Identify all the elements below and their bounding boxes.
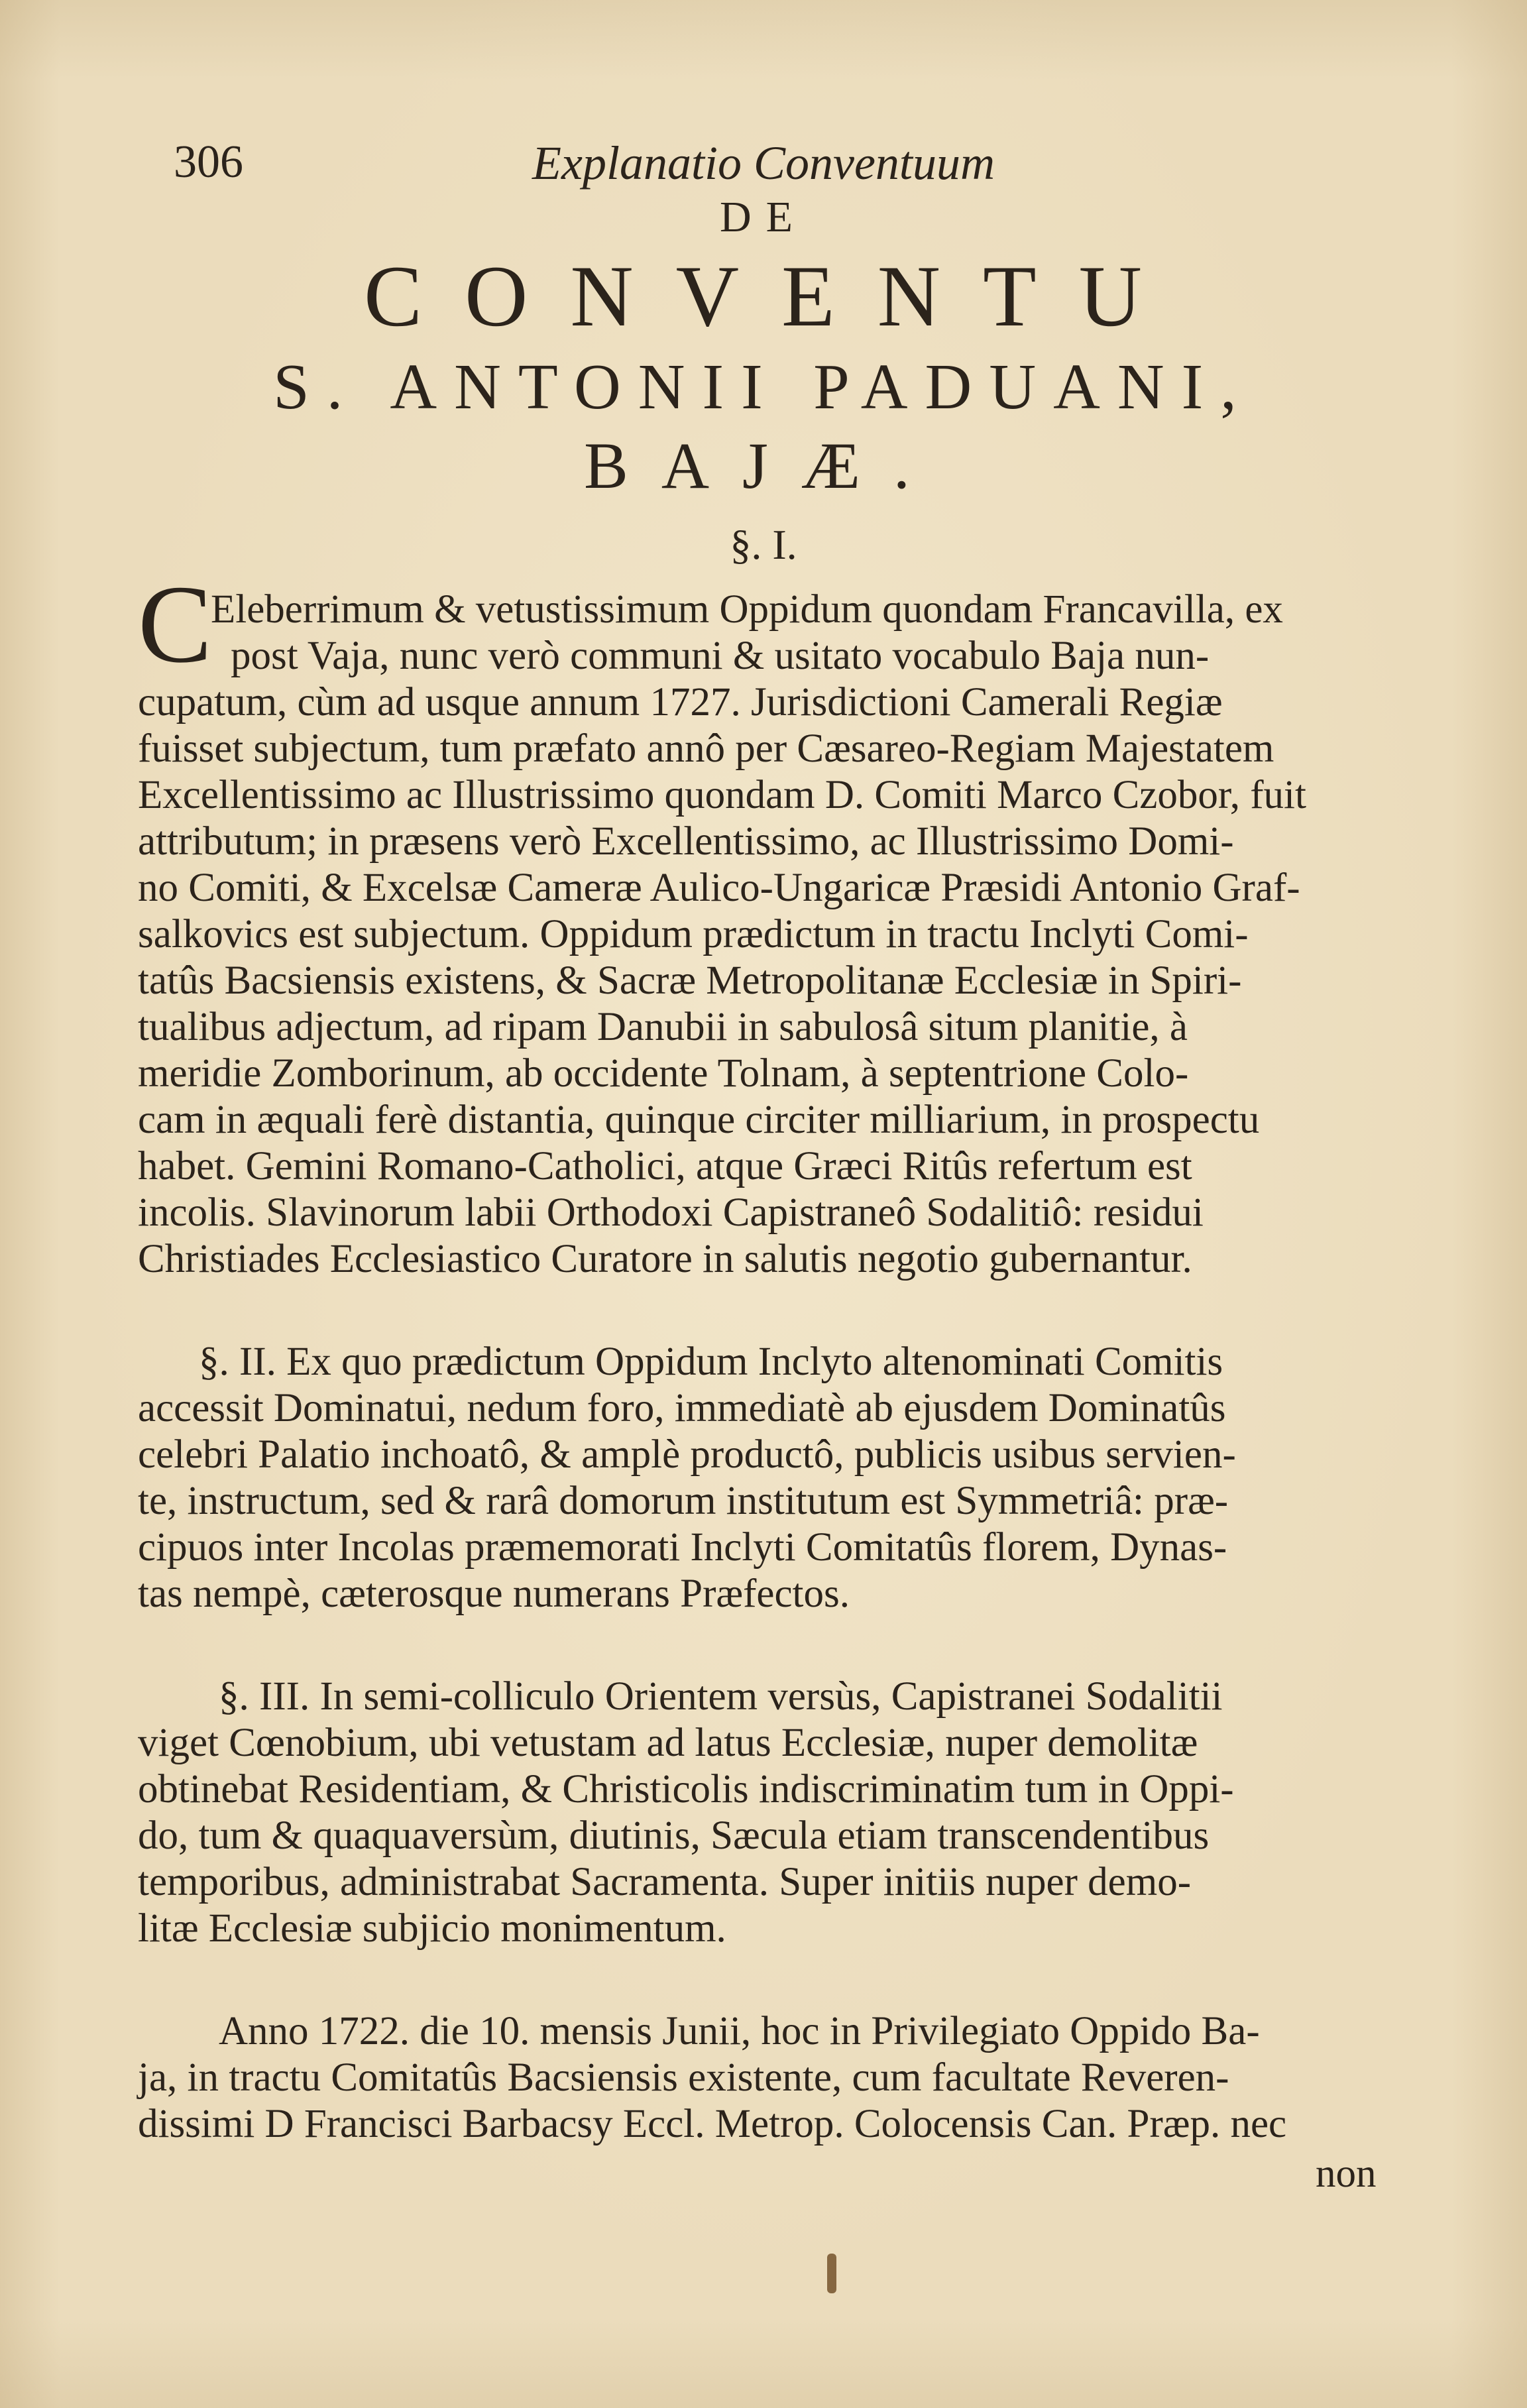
section-3-line: temporibus, administrabat Sacramenta. Super initiis nuper demo-	[138, 1860, 1192, 1904]
section-2-line: celebri Palatio inchoatô, & amplè productô, publicis usibus servien-	[138, 1432, 1236, 1477]
section-1-line: salkovics est subjectum. Oppidum prædictum in tractu Inclyti Comi-	[138, 912, 1249, 956]
section-4-line: dissimi D Francisci Barbacsy Eccl. Metrop. Colocensis Can. Præp. nec	[138, 2102, 1287, 2146]
page-number: 306	[174, 137, 243, 188]
heading-antonii-paduani: S. ANTONII PADUANI,	[273, 351, 1254, 423]
section-1-mark: §. I.	[730, 521, 797, 568]
section-1-line: Christiades Ecclesiastico Curatore in salutis negotio gubernantur.	[138, 1237, 1192, 1281]
heading-de: DE	[720, 193, 807, 241]
section-1-line: Excellentissimo ac Illustrissimo quondam D. Comiti Marco Czobor, fuit	[138, 773, 1306, 817]
section-2-line: te, instructum, sed & rarâ domorum institutum est Symmetriâ: præ-	[138, 1479, 1229, 1523]
section-1-line: Eleberrimum & vetustissimum Oppidum quondam Francavilla, ex	[211, 587, 1283, 632]
running-head: Explanatio Conventuum	[532, 137, 995, 190]
section-2-line: §. II. Ex quo prædictum Oppidum Inclyto altenominati Comitis	[199, 1340, 1223, 1384]
section-3-line: viget Cœnobium, ubi vetustam ad latus Ecclesiæ, nuper demolitæ	[138, 1721, 1198, 1765]
ink-mark	[827, 2254, 836, 2293]
heading-conventu: CONVENTU	[364, 247, 1184, 345]
section-1-line: attributum; in præsens verò Excellentissimo, ac Illustrissimo Domi-	[138, 819, 1234, 864]
section-1-line: tualibus adjectum, ad ripam Danubii in sabulosâ situm planitie, à	[138, 1005, 1188, 1049]
section-2-line: cipuos inter Incolas præmemorati Inclyti Comitatûs florem, Dynas-	[138, 1525, 1227, 1570]
drop-cap: C	[138, 563, 213, 686]
heading-bajae: BAJÆ.	[584, 429, 943, 502]
section-1-line: no Comiti, & Excelsæ Cameræ Aulico-Ungaricæ Præsidi Antonio Graf-	[138, 866, 1300, 910]
section-3-line: obtinebat Residentiam, & Christicolis indiscriminatim tum in Oppi-	[138, 1767, 1234, 1811]
section-1-line: cupatum, cùm ad usque annum 1727. Jurisdictioni Camerali Regiæ	[138, 680, 1223, 724]
section-3-line: do, tum & quaquaversùm, diutinis, Sæcula etiam transcendentibus	[138, 1813, 1210, 1858]
section-3-line: §. III. In semi-colliculo Orientem versùs, Capistranei Sodalitii	[219, 1674, 1223, 1719]
section-2-line: tas nempè, cæterosque numerans Præfectos.	[138, 1572, 850, 1616]
section-1-line: fuisset subjectum, tum præfato annô per Cæsareo-Regiam Majestatem	[138, 726, 1274, 771]
section-1-line: cam in æquali ferè distantia, quinque circiter milliarium, in prospectu	[138, 1098, 1260, 1142]
section-1-line: meridie Zomborinum, ab occidente Tolnam, à septentrione Colo-	[138, 1051, 1189, 1096]
catchword: non	[1316, 2151, 1377, 2196]
section-3-line: litæ Ecclesiæ subjicio monimentum.	[138, 1906, 726, 1951]
section-4-line: Anno 1722. die 10. mensis Junii, hoc in Privilegiato Oppido Ba-	[219, 2009, 1260, 2053]
section-1-line: habet. Gemini Romano-Catholici, atque Græci Ritûs refertum est	[138, 1144, 1192, 1188]
section-1-line: post Vaja, nunc verò communi & usitato vocabulo Baja nun-	[231, 634, 1210, 678]
section-1-line: incolis. Slavinorum labii Orthodoxi Capistraneô Sodalitiô: residui	[138, 1190, 1204, 1235]
section-4-line: ja, in tractu Comitatûs Bacsiensis existente, cum facultate Reveren-	[138, 2055, 1229, 2100]
section-2-line: accessit Dominatui, nedum foro, immediatè ab ejusdem Dominatûs	[138, 1386, 1226, 1430]
section-1-line: tatûs Bacsiensis existens, & Sacræ Metropolitanæ Ecclesiæ in Spiri-	[138, 958, 1242, 1003]
